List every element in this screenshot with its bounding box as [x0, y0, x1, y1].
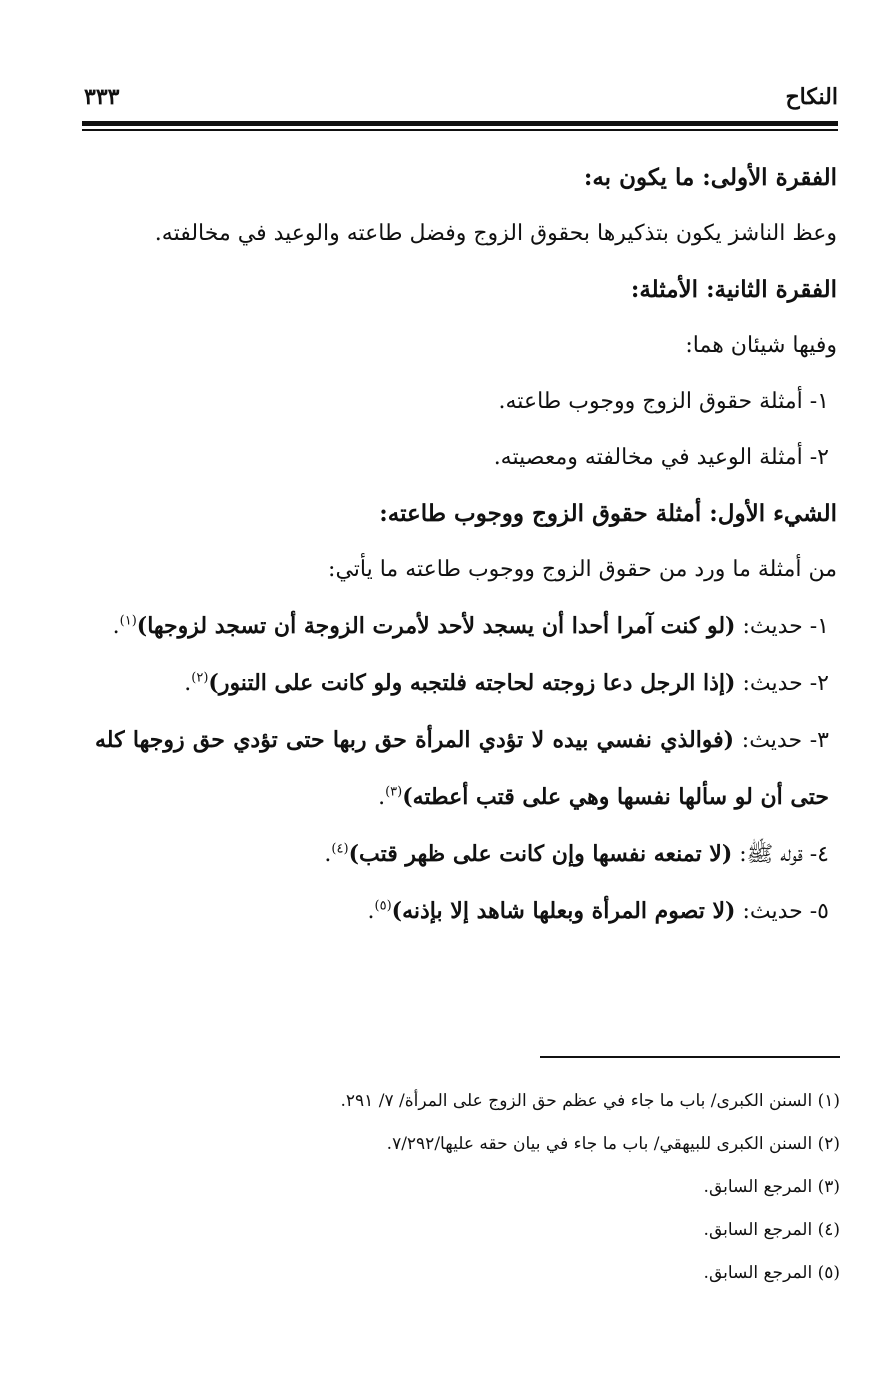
hadith-item [95, 826, 837, 883]
footnote-ref: (٤) [331, 841, 349, 857]
hadith-end: . [184, 671, 192, 696]
hadith-prefix: ٥- حديث: [735, 899, 829, 924]
hadith-end: . [367, 899, 375, 924]
header-rule-thick [82, 121, 838, 126]
page-header [82, 84, 838, 124]
paragraph: من أمثلة ما ورد من حقوق الزوج ووجوب طاعته ما يأتي: [328, 557, 837, 582]
section-heading: الفقرة الثانية: الأمثلة: [630, 276, 837, 303]
header-rule-thin [82, 129, 838, 131]
footnote: (٤) المرجع السابق. [703, 1220, 840, 1240]
page-number: ٣٣٣ [84, 84, 120, 110]
hadith-prefix: ٢- حديث: [735, 671, 829, 696]
footnote: (٢) السنن الكبرى للبيهقي/ باب ما جاء في بيان حقه عليها/٧/٢٩٢. [386, 1134, 840, 1154]
footnote-ref: (١) [119, 613, 137, 629]
hadith-end: . [378, 785, 386, 810]
hadith-text: (لو كنت آمرا أحدا أن يسجد لأحد لأمرت الزوجة أن تسجد لزوجها) [136, 613, 736, 639]
hadith-text: (فوالذي نفسي بيده لا تؤدي المرأة حق ربها حتى تؤدي حق زوجها كله حتى أن لو سألها نفسها وهي على قتب أعطته) [95, 727, 829, 810]
hadith-end: . [324, 842, 332, 867]
footnote: (٣) المرجع السابق. [703, 1177, 840, 1197]
footnote-ref: (٣) [385, 784, 403, 800]
paragraph: وفيها شيئان هما: [685, 333, 837, 358]
footnote: (٥) المرجع السابق. [703, 1263, 840, 1283]
footnote: (١) السنن الكبرى/ باب ما جاء في عظم حق الزوج على المرأة/ ٧/ ٢٩١. [340, 1091, 840, 1111]
section-heading: الشيء الأول: أمثلة حقوق الزوج ووجوب طاعته: [379, 500, 837, 527]
hadith-prefix: ٤- قوله ﷺ: [732, 842, 829, 867]
list-item: ٢- أمثلة الوعيد في مخالفته ومعصيته. [493, 445, 829, 470]
paragraph: وعظ الناشز يكون بتذكيرها بحقوق الزوج وفضل طاعته والوعيد في مخالفته. [154, 221, 837, 246]
main-text [95, 150, 837, 940]
hadith-item [95, 598, 837, 655]
footnote-ref: (٥) [374, 898, 392, 914]
hadith-text: (لا تصوم المرأة وبعلها شاهد إلا بإذنه) [391, 898, 736, 924]
hadith-end: . [112, 614, 120, 639]
hadith-item [95, 655, 837, 712]
footnotes [200, 1080, 840, 1295]
list-item: ١- أمثلة حقوق الزوج ووجوب طاعته. [498, 389, 829, 414]
hadith-prefix: ١- حديث: [735, 614, 829, 639]
hadith-text: (لا تمنعه نفسها وإن كانت على ظهر قتب) [348, 841, 733, 867]
hadith-prefix: ٣- حديث: [734, 728, 829, 753]
chapter-title: النكاح [785, 84, 838, 110]
section-heading: الفقرة الأولى: ما يكون به: [583, 164, 837, 191]
footnote-ref: (٢) [191, 670, 209, 686]
footnote-separator [540, 1056, 840, 1058]
hadith-item [95, 712, 837, 826]
hadith-text: (إذا الرجل دعا زوجته لحاجته فلتجبه ولو كانت على التنور) [208, 670, 736, 696]
hadith-item [95, 883, 837, 940]
